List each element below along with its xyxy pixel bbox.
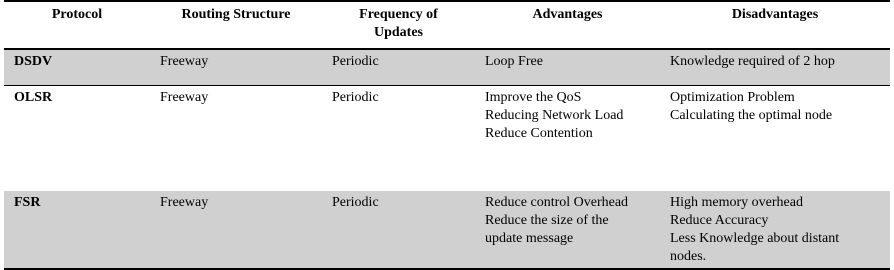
disadvantage-item: nodes. <box>670 249 707 264</box>
cell-protocol: DSDV <box>4 49 150 86</box>
header-frequency-line2: Updates <box>373 25 423 40</box>
header-advantages: Advantages <box>532 7 603 22</box>
disadvantage-item: High memory overhead <box>670 195 803 210</box>
cell-routing-structure: Freeway <box>150 49 322 86</box>
cell-disadvantages <box>660 49 890 86</box>
cell-protocol: OLSR <box>14 90 53 105</box>
cell-frequency: Periodic <box>322 191 475 269</box>
disadvantage-item: Less Knowledge about distant <box>670 231 840 246</box>
disadvantage-item: Reduce Accuracy <box>670 213 769 228</box>
advantage-item: Reducing Network Load <box>485 108 624 123</box>
header-protocol: Protocol <box>51 7 103 22</box>
disadvantage-item: Knowledge required of 2 hop <box>670 54 835 69</box>
cell-frequency: Periodic <box>332 90 379 105</box>
table-row-olsr <box>4 86 890 192</box>
cell-advantages <box>475 86 660 192</box>
cell-disadvantages <box>660 86 890 192</box>
disadvantage-item: Calculating the optimal node <box>670 108 833 123</box>
table-row-dsdv <box>4 49 890 86</box>
cell-advantages <box>475 49 660 86</box>
table-header <box>4 1 890 49</box>
header-routing-structure: Routing Structure <box>181 7 291 22</box>
cell-advantages <box>475 191 660 269</box>
routing-protocol-comparison-table <box>4 0 890 270</box>
comparison-table-container <box>4 0 890 270</box>
advantage-item: update message <box>485 231 574 246</box>
table-row-fsr <box>4 191 890 269</box>
cell-frequency: Periodic <box>322 49 475 86</box>
header-row <box>4 1 890 49</box>
advantage-item: Reduce Contention <box>485 126 593 141</box>
cell-disadvantages <box>660 191 890 269</box>
advantage-item: Reduce the size of the <box>485 213 609 228</box>
disadvantage-item: Optimization Problem <box>670 90 795 105</box>
cell-routing-structure: Freeway <box>150 191 322 269</box>
header-frequency-line1: Frequency of <box>359 7 438 22</box>
cell-routing-structure: Freeway <box>160 90 209 105</box>
table-body <box>4 49 890 269</box>
header-frequency-of-updates <box>322 1 475 49</box>
cell-protocol: FSR <box>4 191 150 269</box>
advantage-item: Reduce control Overhead <box>485 195 629 210</box>
header-disadvantages: Disadvantages <box>731 7 819 22</box>
advantage-item: Loop Free <box>485 54 543 69</box>
advantage-item: Improve the QoS <box>485 90 582 105</box>
